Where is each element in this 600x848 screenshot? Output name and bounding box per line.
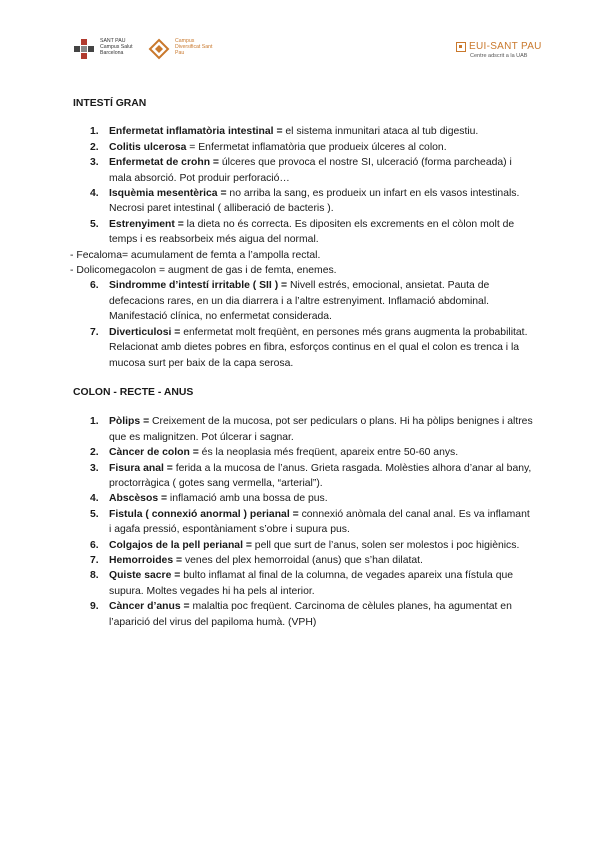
eui-logo-title: EUI-SANT PAU <box>469 41 542 52</box>
section2-title: COLON - RECTE - ANUS <box>73 386 194 398</box>
eui-logo <box>456 41 542 59</box>
list-item: 4. Isquèmia mesentèrica = no arriba la sang, es produeix un infart en els vasos intestinals. Necrosi paret intestinal ( alliberació de bacteris ). <box>90 188 520 215</box>
logo2-text: Campus Diversificat Sant Pau <box>175 38 213 56</box>
list-item: 6. Colgajos de la pell perianal = pell que surt de l’anus, solen ser molestos i poc higiènics. <box>90 539 520 551</box>
list-item: 7. Diverticulosi = enfermetat molt freqüènt, en persones més grans augmenta la probabilitat. Relacionat amb dietes pobres en fibra, esforços continus en el qual el colon es trenca i la mucosa surt per baix de la capa serosa. <box>90 326 528 369</box>
eui-logo-subtitle: Centre adscrit a la UAB <box>470 53 528 59</box>
list-item: 3. Enfermetat de crohn = úlceres que provoca el nostre SI, ulceració (forma parcheada) i mala absorció. Pot produir perforació… <box>90 157 512 184</box>
list-item: 8. Quiste sacre = bulto inflamat al final de la columna, de vegades apareix una fístula que supura. Moltes vegades hi ha pels al interior. <box>90 570 514 597</box>
page-header <box>0 0 600 80</box>
section1-list-a <box>73 124 533 247</box>
list-item: 9. Càncer d’anus = malaltia poc freqüent. Carcinoma de cèlules planes, ha agumentat en l’aparició del virus del papiloma humà. (VPH) <box>90 601 512 628</box>
section1-list-b <box>73 278 533 370</box>
section1-title: INTESTÍ GRAN <box>73 98 147 109</box>
campus-logo-icon <box>148 38 170 60</box>
list-item: 4. Abscèsos = inflamació amb una bossa de pus. <box>90 493 328 505</box>
logo1-text: SANT PAU Campus Salut Barcelona <box>100 38 133 56</box>
dash-item: - Fecaloma= acumulament de femta a l’ampolla rectal. <box>70 249 321 261</box>
sant-pau-logo-icon <box>73 38 95 60</box>
document-body <box>70 96 533 630</box>
list-item: 2. Càncer de colon = és la neoplasia més freqüent, apareix entre 50-60 anys. <box>90 447 459 459</box>
logo2 <box>148 38 221 60</box>
dash-item: - Dolicomegacolon = augment de gas i de femta, enemes. <box>70 265 337 277</box>
list-item: 5. Fistula ( connexió anormal ) perianal = connexió anòmala del canal anal. Es va inflamant i agafa pressió, espontàniament s’obre i supura pus. <box>90 508 530 536</box>
list-item: 5. Estrenyiment = la dieta no és correcta. Es dipositen els excrements en el còlon molt de temps i es reabsorbeix més aigua del normal. <box>90 218 515 246</box>
list-item: 7. Hemorroides = venes del plex hemorroidal (anus) que s’han dilatat. <box>90 554 423 566</box>
list-item: 1. Enfermetat inflamatòria intestinal = el sistema inmunitari ataca al tub digestiu. <box>90 126 479 138</box>
eui-logo-icon <box>456 42 466 52</box>
list-item: 6. Sindromme d’intestí irritable ( SII ) = Nivell estrés, emocional, ansietat. Pauta de defecacions rares, en un dia diarrera i a l’altre estrenyiment. Inflamació abdominal. Manifestació clínica, no enfermetat considerada. <box>90 280 490 323</box>
section2-list <box>73 414 533 630</box>
list-item: 2. Colitis ulcerosa = Enfermetat inflamatòria que produeix úlceres al colon. <box>90 141 447 153</box>
logo-group-left <box>73 38 221 60</box>
list-item: 1. Pòlips = Creixement de la mucosa, pot ser pediculars o plans. Hi ha pòlips benignes i altres que es malignitzen. Pot úlcerar i sagnar. <box>90 416 533 443</box>
list-item: 3. Fisura anal = ferida a la mucosa de l’anus. Grieta rasgada. Molèsties alhora d’anar al bany, proctorràgica ( gotes sang vermella, “arterial”). <box>90 462 532 489</box>
